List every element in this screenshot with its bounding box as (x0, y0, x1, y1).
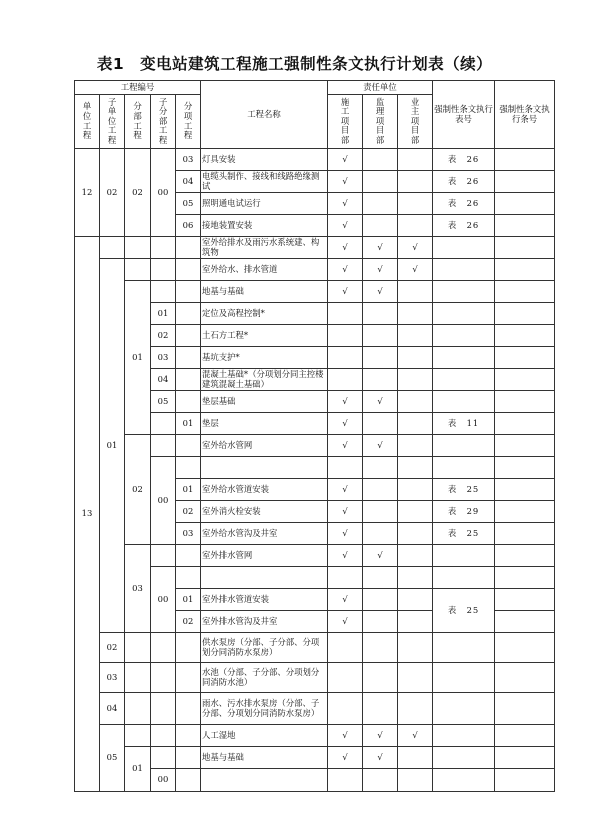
item-code: 01 (176, 589, 201, 611)
table-row (75, 693, 555, 725)
clause-number (495, 611, 555, 633)
table-no-header: 强制性条文执行表号 (433, 81, 495, 149)
clause-number (495, 501, 555, 523)
clause-number (495, 435, 555, 457)
project-name: 室外排水管网 (201, 545, 328, 567)
subdivision-code (151, 545, 176, 567)
construction-check: √ (328, 479, 363, 501)
item-header: 分项工程 (176, 95, 201, 149)
division-code: 02 (125, 435, 151, 545)
supervision-check: √ (363, 435, 398, 457)
subdivision-code (151, 413, 176, 435)
construction-check: √ (328, 413, 363, 435)
project-name: 室外排水管沟及井室 (201, 611, 328, 633)
unit-code: 12 (75, 149, 100, 237)
subunit-code: 01 (100, 259, 125, 633)
table-number: 表 26 (433, 193, 495, 215)
division-code: 02 (125, 149, 151, 237)
subdivision-code (151, 747, 176, 769)
construction-check: √ (328, 237, 363, 259)
supervision-check (363, 633, 398, 663)
construction-check: √ (328, 149, 363, 171)
clause-number (495, 259, 555, 281)
subdivision-code: 02 (151, 325, 176, 347)
table-number (433, 693, 495, 725)
owner-check (398, 347, 433, 369)
owner-check (398, 589, 433, 611)
subdivision-header: 子分部工程 (151, 95, 176, 149)
supervision-check (363, 149, 398, 171)
project-name: 电缆头制作、接线和线路绝缘测试 (201, 171, 328, 193)
division-code: 03 (125, 545, 151, 633)
owner-check (398, 325, 433, 347)
project-name: 土石方工程* (201, 325, 328, 347)
subdivision-code (151, 259, 176, 281)
item-code: 03 (176, 523, 201, 545)
supervision-check (363, 611, 398, 633)
item-code: 06 (176, 215, 201, 237)
construction-header: 施工项目部 (328, 95, 363, 149)
item-code (176, 237, 201, 259)
clause-number (495, 479, 555, 501)
construction-check: √ (328, 281, 363, 303)
subunit-code: 02 (100, 149, 125, 237)
clause-number (495, 545, 555, 567)
item-code (176, 725, 201, 747)
table-row (75, 281, 555, 303)
supervision-check (363, 369, 398, 391)
owner-check (398, 501, 433, 523)
project-name: 混凝土基础*（分项划分同主控楼建筑混凝土基础） (201, 369, 328, 391)
table-number (433, 237, 495, 259)
subunit-code: 05 (100, 725, 125, 792)
project-name: 基坑支护* (201, 347, 328, 369)
construction-check (328, 663, 363, 693)
clause-number (495, 457, 555, 479)
owner-check (398, 435, 433, 457)
project-name: 接地装置安装 (201, 215, 328, 237)
clause-number (495, 633, 555, 663)
owner-check: √ (398, 237, 433, 259)
table-row (75, 545, 555, 567)
item-code: 04 (176, 171, 201, 193)
clause-number (495, 747, 555, 769)
table-row (75, 259, 555, 281)
clause-number (495, 413, 555, 435)
owner-check (398, 457, 433, 479)
project-name: 室外给水管沟及井室 (201, 523, 328, 545)
supervision-check: √ (363, 237, 398, 259)
clause-number (495, 215, 555, 237)
project-name (201, 567, 328, 589)
item-code (176, 347, 201, 369)
table-number (433, 303, 495, 325)
owner-header: 业主项目部 (398, 95, 433, 149)
supervision-check (363, 303, 398, 325)
supervision-check (363, 457, 398, 479)
construction-check: √ (328, 391, 363, 413)
table-number (433, 663, 495, 693)
construction-check: √ (328, 259, 363, 281)
construction-check: √ (328, 611, 363, 633)
supervision-check: √ (363, 281, 398, 303)
clause-number (495, 769, 555, 792)
owner-check (398, 149, 433, 171)
construction-check: √ (328, 215, 363, 237)
table-number: 表 26 (433, 149, 495, 171)
clause-number (495, 369, 555, 391)
supervision-check: √ (363, 725, 398, 747)
subdivision-code (151, 237, 176, 259)
table-number (433, 747, 495, 769)
project-name: 水池（分部、子分部、分项划分同消防水池） (201, 663, 328, 693)
subdivision-code: 00 (151, 149, 176, 237)
item-code: 03 (176, 149, 201, 171)
subdivision-code (151, 663, 176, 693)
subdivision-code (151, 633, 176, 663)
unit-code: 13 (75, 237, 100, 792)
owner-check (398, 369, 433, 391)
clause-number (495, 325, 555, 347)
owner-check (398, 693, 433, 725)
table-row (75, 725, 555, 747)
division-code (125, 693, 151, 725)
project-name: 人工湿地 (201, 725, 328, 747)
table-number: 表 11 (433, 413, 495, 435)
table-number (433, 725, 495, 747)
clause-number (495, 347, 555, 369)
resp-group-header: 责任单位 (328, 81, 433, 95)
item-code (176, 259, 201, 281)
project-name: 雨水、污水排水泵房（分部、子分部、分项划分同消防水泵房） (201, 693, 328, 725)
subdivision-code: 01 (151, 303, 176, 325)
construction-check: √ (328, 747, 363, 769)
construction-check: √ (328, 435, 363, 457)
item-code (176, 281, 201, 303)
item-code (176, 747, 201, 769)
supervision-check (363, 567, 398, 589)
clause-number (495, 589, 555, 611)
subunit-header: 子单位工程 (100, 95, 125, 149)
supervision-check (363, 479, 398, 501)
item-code (176, 435, 201, 457)
item-code: 02 (176, 501, 201, 523)
owner-check (398, 479, 433, 501)
table-row (75, 663, 555, 693)
division-code (125, 259, 151, 281)
construction-check: √ (328, 725, 363, 747)
construction-check (328, 303, 363, 325)
table-row (75, 237, 555, 259)
owner-check: √ (398, 725, 433, 747)
supervision-check: √ (363, 259, 398, 281)
table-number (433, 545, 495, 567)
table-number (433, 325, 495, 347)
supervision-check (363, 501, 398, 523)
supervision-check: √ (363, 747, 398, 769)
construction-check (328, 347, 363, 369)
clause-number (495, 567, 555, 589)
project-name: 供水泵房（分部、子分部、分项划分同消防水泵房） (201, 633, 328, 663)
item-code (176, 303, 201, 325)
subunit-code (100, 237, 125, 259)
item-code: 01 (176, 479, 201, 501)
project-name: 室外给水管网 (201, 435, 328, 457)
project-name: 室外给水、排水管道 (201, 259, 328, 281)
item-code (176, 663, 201, 693)
owner-check (398, 215, 433, 237)
supervision-check (363, 347, 398, 369)
table-number (433, 281, 495, 303)
header-row-1 (75, 81, 555, 95)
table-number: 表 29 (433, 501, 495, 523)
supervision-check (363, 215, 398, 237)
project-name: 地基与基础 (201, 747, 328, 769)
division-code (125, 663, 151, 693)
table-row (75, 149, 555, 171)
execution-plan-table (74, 80, 555, 792)
clause-number (495, 281, 555, 303)
project-name: 室外给排水及雨污水系统建、构筑物 (201, 237, 328, 259)
subdivision-code: 03 (151, 347, 176, 369)
subdivision-code: 00 (151, 769, 176, 792)
table-number: 表 25 (433, 479, 495, 501)
code-group-header: 工程编号 (75, 81, 201, 95)
item-code (176, 567, 201, 589)
owner-check (398, 281, 433, 303)
supervision-check (363, 523, 398, 545)
subdivision-code: 00 (151, 567, 176, 633)
owner-check (398, 413, 433, 435)
table-number (433, 347, 495, 369)
owner-check (398, 567, 433, 589)
construction-check (328, 325, 363, 347)
construction-check (328, 633, 363, 663)
owner-check (398, 545, 433, 567)
supervision-check (363, 325, 398, 347)
item-code (176, 325, 201, 347)
subunit-code: 04 (100, 693, 125, 725)
item-code (176, 457, 201, 479)
project-name: 室外给水管道安装 (201, 479, 328, 501)
project-name: 室外消火栓安装 (201, 501, 328, 523)
table-number (433, 633, 495, 663)
project-name: 室外排水管道安装 (201, 589, 328, 611)
owner-check (398, 633, 433, 663)
subunit-code: 03 (100, 663, 125, 693)
table-row (75, 747, 555, 769)
owner-check (398, 391, 433, 413)
supervision-check (363, 663, 398, 693)
item-code (176, 769, 201, 792)
table-number (433, 769, 495, 792)
unit-header: 单位工程 (75, 95, 100, 149)
item-code (176, 693, 201, 725)
item-code (176, 369, 201, 391)
division-code (125, 237, 151, 259)
supervision-check: √ (363, 545, 398, 567)
owner-check (398, 663, 433, 693)
item-code: 05 (176, 193, 201, 215)
owner-check (398, 747, 433, 769)
item-code (176, 633, 201, 663)
owner-check (398, 523, 433, 545)
owner-check (398, 303, 433, 325)
table-number (433, 259, 495, 281)
name-header: 工程名称 (201, 81, 328, 149)
table-row (75, 633, 555, 663)
supervision-check: √ (363, 391, 398, 413)
construction-check (328, 457, 363, 479)
table-number: 表 25 (433, 589, 495, 633)
table-number (433, 435, 495, 457)
table-number: 表 26 (433, 171, 495, 193)
construction-check: √ (328, 501, 363, 523)
project-name: 灯具安装 (201, 149, 328, 171)
item-code: 02 (176, 611, 201, 633)
clause-no-header: 强制性条文执行条号 (495, 81, 555, 149)
clause-number (495, 391, 555, 413)
construction-check (328, 369, 363, 391)
owner-check (398, 171, 433, 193)
owner-check (398, 611, 433, 633)
table-number: 表 25 (433, 523, 495, 545)
construction-check (328, 769, 363, 792)
subdivision-code (151, 693, 176, 725)
table-number (433, 457, 495, 479)
subdivision-code (151, 281, 176, 303)
construction-check (328, 567, 363, 589)
clause-number (495, 725, 555, 747)
clause-number (495, 171, 555, 193)
construction-check: √ (328, 589, 363, 611)
subdivision-code (151, 435, 176, 457)
project-name: 定位及高程控制* (201, 303, 328, 325)
clause-number (495, 663, 555, 693)
clause-number (495, 149, 555, 171)
clause-number (495, 523, 555, 545)
supervision-check (363, 769, 398, 792)
division-code (125, 633, 151, 663)
construction-check (328, 693, 363, 725)
table-number (433, 369, 495, 391)
construction-check: √ (328, 171, 363, 193)
project-name: 照明通电试运行 (201, 193, 328, 215)
division-code (125, 725, 151, 747)
supervision-header: 监理项目部 (363, 95, 398, 149)
clause-number (495, 237, 555, 259)
table-row (75, 435, 555, 457)
supervision-check (363, 589, 398, 611)
construction-check: √ (328, 545, 363, 567)
division-code: 01 (125, 747, 151, 792)
owner-check (398, 193, 433, 215)
clause-number (495, 693, 555, 725)
subunit-code: 02 (100, 633, 125, 663)
clause-number (495, 193, 555, 215)
supervision-check (363, 193, 398, 215)
project-name (201, 769, 328, 792)
table-number: 表 26 (433, 215, 495, 237)
project-name: 地基与基础 (201, 281, 328, 303)
subdivision-code: 00 (151, 457, 176, 545)
item-code (176, 545, 201, 567)
project-name: 垫层 (201, 413, 328, 435)
supervision-check (363, 171, 398, 193)
supervision-check (363, 693, 398, 725)
project-name (201, 457, 328, 479)
division-code: 01 (125, 281, 151, 435)
item-code (176, 391, 201, 413)
subdivision-code (151, 725, 176, 747)
project-name: 垫层基础 (201, 391, 328, 413)
owner-check (398, 769, 433, 792)
table-number (433, 567, 495, 589)
division-header: 分部工程 (125, 95, 151, 149)
page-title: 表1 变电站建筑工程施工强制性条文执行计划表（续） (96, 55, 493, 73)
clause-number (495, 303, 555, 325)
subdivision-code: 04 (151, 369, 176, 391)
construction-check: √ (328, 193, 363, 215)
owner-check: √ (398, 259, 433, 281)
subdivision-code: 05 (151, 391, 176, 413)
table-number (433, 391, 495, 413)
supervision-check (363, 413, 398, 435)
item-code: 01 (176, 413, 201, 435)
construction-check: √ (328, 523, 363, 545)
